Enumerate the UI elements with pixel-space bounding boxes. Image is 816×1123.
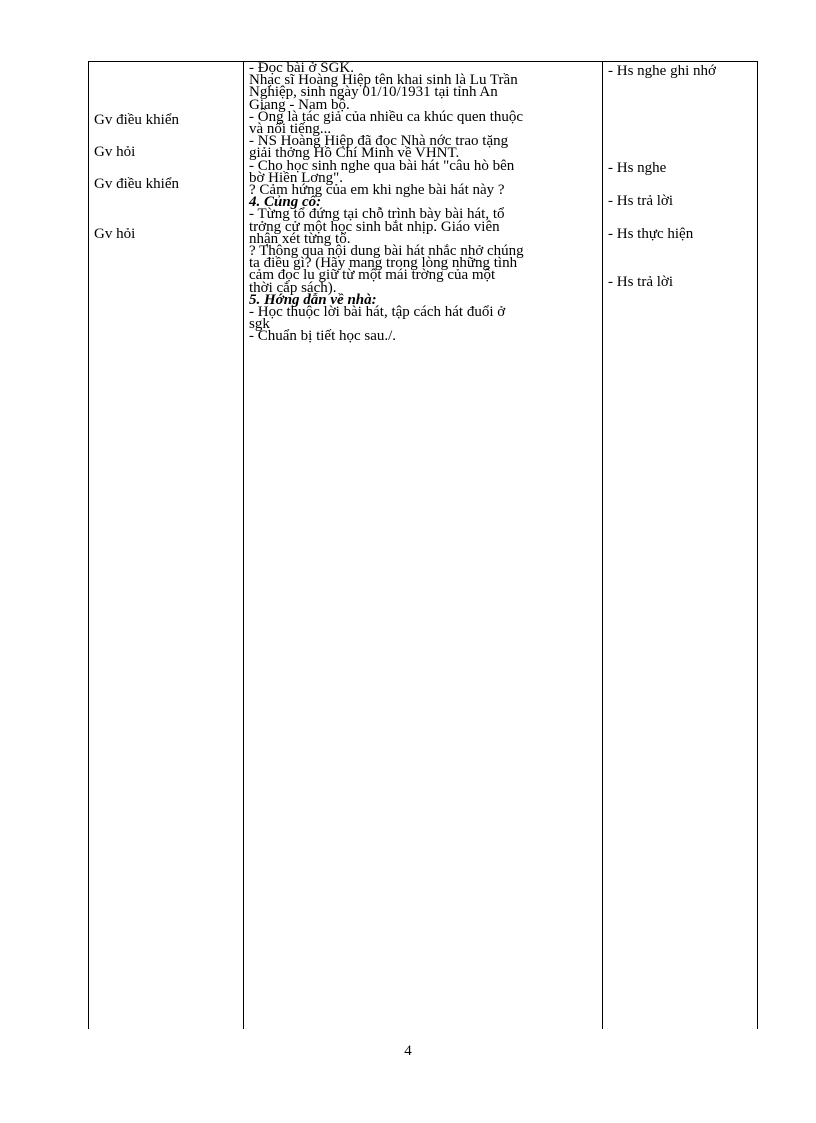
- student-action: - Hs trả lời: [608, 193, 674, 209]
- lesson-content-column: [249, 62, 595, 343]
- teacher-action: Gv điều khiển: [94, 112, 179, 128]
- table-divider-2: [602, 61, 603, 1029]
- teacher-action: Gv hỏi: [94, 144, 136, 160]
- content-line: cảm đọc lu giữ từ một mái trờng của một: [249, 267, 496, 284]
- content-line: ? Thông qua nội dung bài hát nhắc nhở chúng: [249, 243, 524, 260]
- student-action: - Hs thực hiện: [608, 226, 694, 242]
- page-number: 4: [404, 1043, 412, 1059]
- content-line: ta điều gì? (Hãy mang trong lòng những tình: [249, 255, 518, 272]
- content-line: - Ông là tác giả của nhiều ca khúc quen thuộc: [249, 108, 524, 125]
- student-action: - Hs nghe: [608, 160, 667, 176]
- student-action: - Hs trả lời: [608, 274, 674, 290]
- teacher-action: Gv điều khiển: [94, 176, 179, 192]
- content-line: Giang - Nam bộ.: [249, 96, 350, 113]
- content-line: - Cho học sinh nghe qua bài hát "câu hò bên: [249, 157, 515, 174]
- content-line: - Học thuộc lời bài hát, tập cách hát đuổi ở: [249, 304, 506, 321]
- content-line: nhận xét từng tổ.: [249, 230, 351, 247]
- content-line: - Chuẩn bị tiết học sau./.: [249, 328, 397, 345]
- content-line: sgk: [249, 316, 270, 333]
- table-border-left: [88, 61, 89, 1029]
- content-line: bờ Hiền Lơng".: [249, 169, 344, 186]
- content-line: - NS Hoàng Hiệp đã đọc Nhà nớc trao tặng: [249, 133, 509, 150]
- student-action: - Hs nghe ghi nhớ: [608, 63, 716, 79]
- content-line: và nổi tiếng...: [249, 121, 332, 138]
- content-line: Nhạc sĩ Hoàng Hiệp tên khai sinh là Lu Trần: [249, 72, 518, 89]
- content-line: ? Cảm hứng của em khi nghe bài hát này ?: [249, 182, 505, 199]
- table-divider-1: [243, 61, 244, 1029]
- content-line: Nghiệp, sinh ngày 01/10/1931 tại tỉnh An: [249, 84, 498, 101]
- content-line: trởng cử một học sinh bắt nhịp. Giáo viên: [249, 218, 500, 235]
- section-heading-homework: 5. Hớng dẫn về nhà:: [249, 291, 377, 308]
- content-line: giải thởng Hồ Chí Minh về VHNT.: [249, 145, 460, 162]
- table-border-right: [757, 61, 758, 1029]
- section-heading-consolidation: 4. Củng cố:: [249, 194, 322, 211]
- content-line: - Từng tổ đứng tại chỗ trình bày bài hát, tổ: [249, 206, 505, 223]
- content-line: - Đọc bài ở SGK.: [249, 60, 354, 76]
- content-line: thời cắp sách).: [249, 279, 337, 296]
- teacher-action: Gv hỏi: [94, 226, 136, 242]
